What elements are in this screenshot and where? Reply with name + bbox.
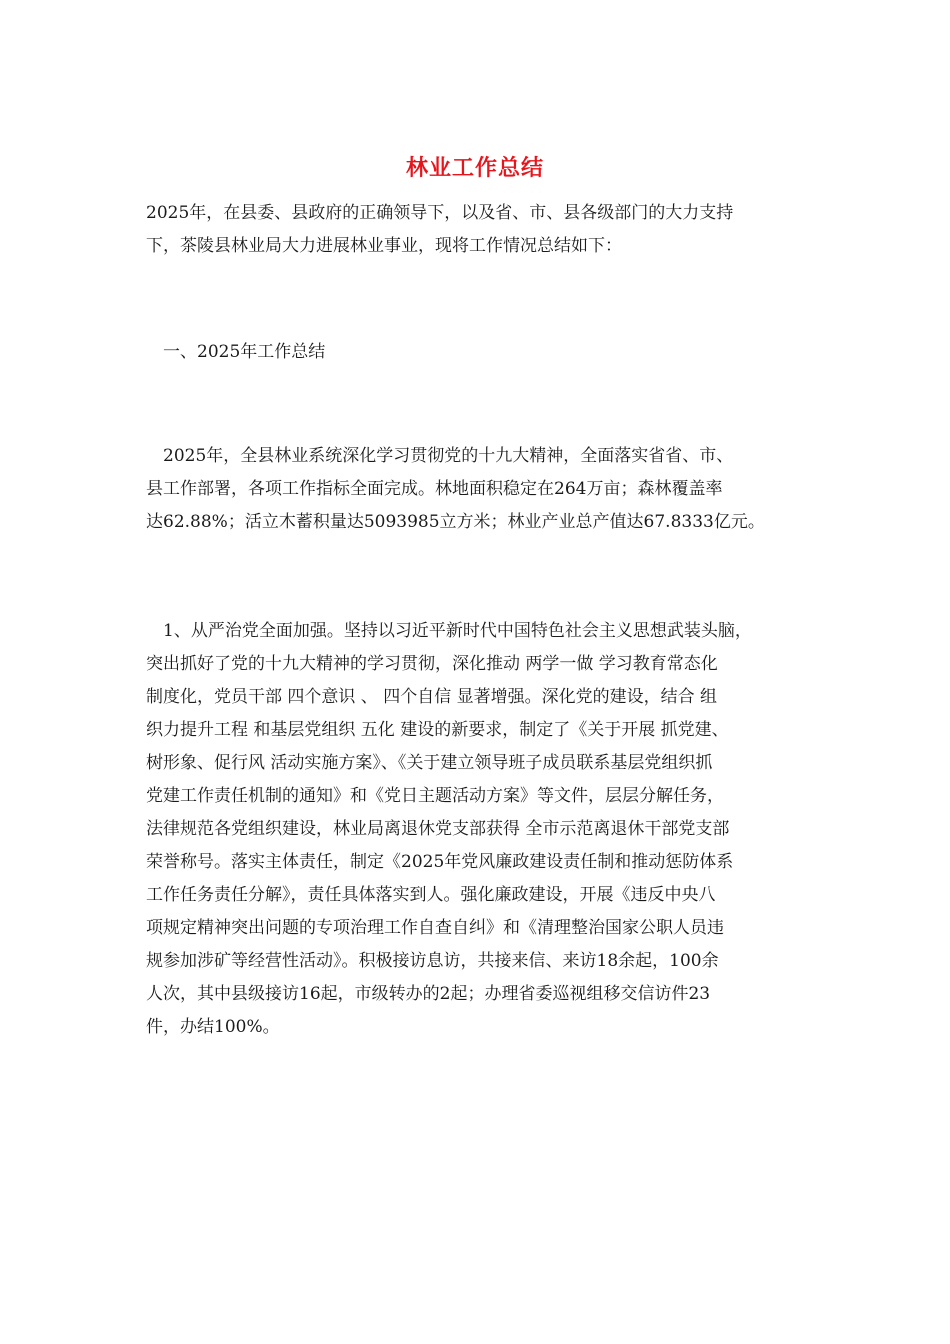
section-heading-text: 一、2025年工作总结 [146,342,326,362]
intro-paragraph [146,197,826,263]
item-1-line: 荣誉称号。落实主体责任，制定《2025年党风廉政建设责任制和推动惩防体系 [146,852,734,872]
item-1-line: 法律规范各党组织建设，林业局离退休党支部获得 全市示范离退休干部党支部 [146,819,730,839]
intro-line: 下，茶陵县林业局大力进展林业事业，现将工作情况总结如下： [146,236,622,256]
item-1-line: 织力提升工程 和基层党组织 五化 建设的新要求，制定了《关于开展 抓党建、 [146,720,729,740]
item-1-paragraph [146,615,826,1044]
item-1-line: 党建工作责任机制的通知》和《党日主题活动方案》等文件，层层分解任务， [146,786,724,806]
document-title: 林业工作总结 [405,155,544,181]
item-1-line: 1、从严治党全面加强。坚持以习近平新时代中国特色社会主义思想武装头脑， [146,621,752,641]
item-1-line: 规参加涉矿等经营性活动》。积极接访息访，共接来信、来访18余起，100余 [146,951,719,971]
item-1-line: 件，办结100%。 [146,1017,280,1037]
summary-line: 达62.88%；活立木蓄积量达5093985立方米；林业产业总产值达67.8333亿元。 [146,512,765,532]
item-1-line: 人次，其中县级接访16起，市级转办的2起；办理省委巡视组移交信访件23 [146,984,711,1004]
summary-paragraph [146,440,826,539]
summary-line: 县工作部署，各项工作指标全面完成。林地面积稳定在264万亩；森林覆盖率 [146,479,723,499]
item-1-line: 突出抓好了党的十九大精神的学习贯彻，深化推动 两学一做 学习教育常态化 [146,654,718,674]
item-1-line: 项规定精神突出问题的专项治理工作自查自纠》和《清理整治国家公职人员违 [146,918,724,938]
section-heading [146,336,826,369]
item-1-line: 工作任务责任分解》，责任具体落实到人。强化廉政建设，开展《违反中央八 [146,885,716,905]
intro-line: 2025年，在县委、县政府的正确领导下，以及省、市、县各级部门的大力支持 [146,203,734,223]
item-1-line: 树形象、促行风 活动实施方案》、《关于建立领导班子成员联系基层党组织抓 [146,753,713,773]
summary-line: 2025年，全县林业系统深化学习贯彻党的十九大精神，全面落实省省、市、 [146,446,734,466]
item-1-line: 制度化，党员干部 四个意识 、 四个自信 显著增强。深化党的建设，结合 组 [146,687,718,707]
